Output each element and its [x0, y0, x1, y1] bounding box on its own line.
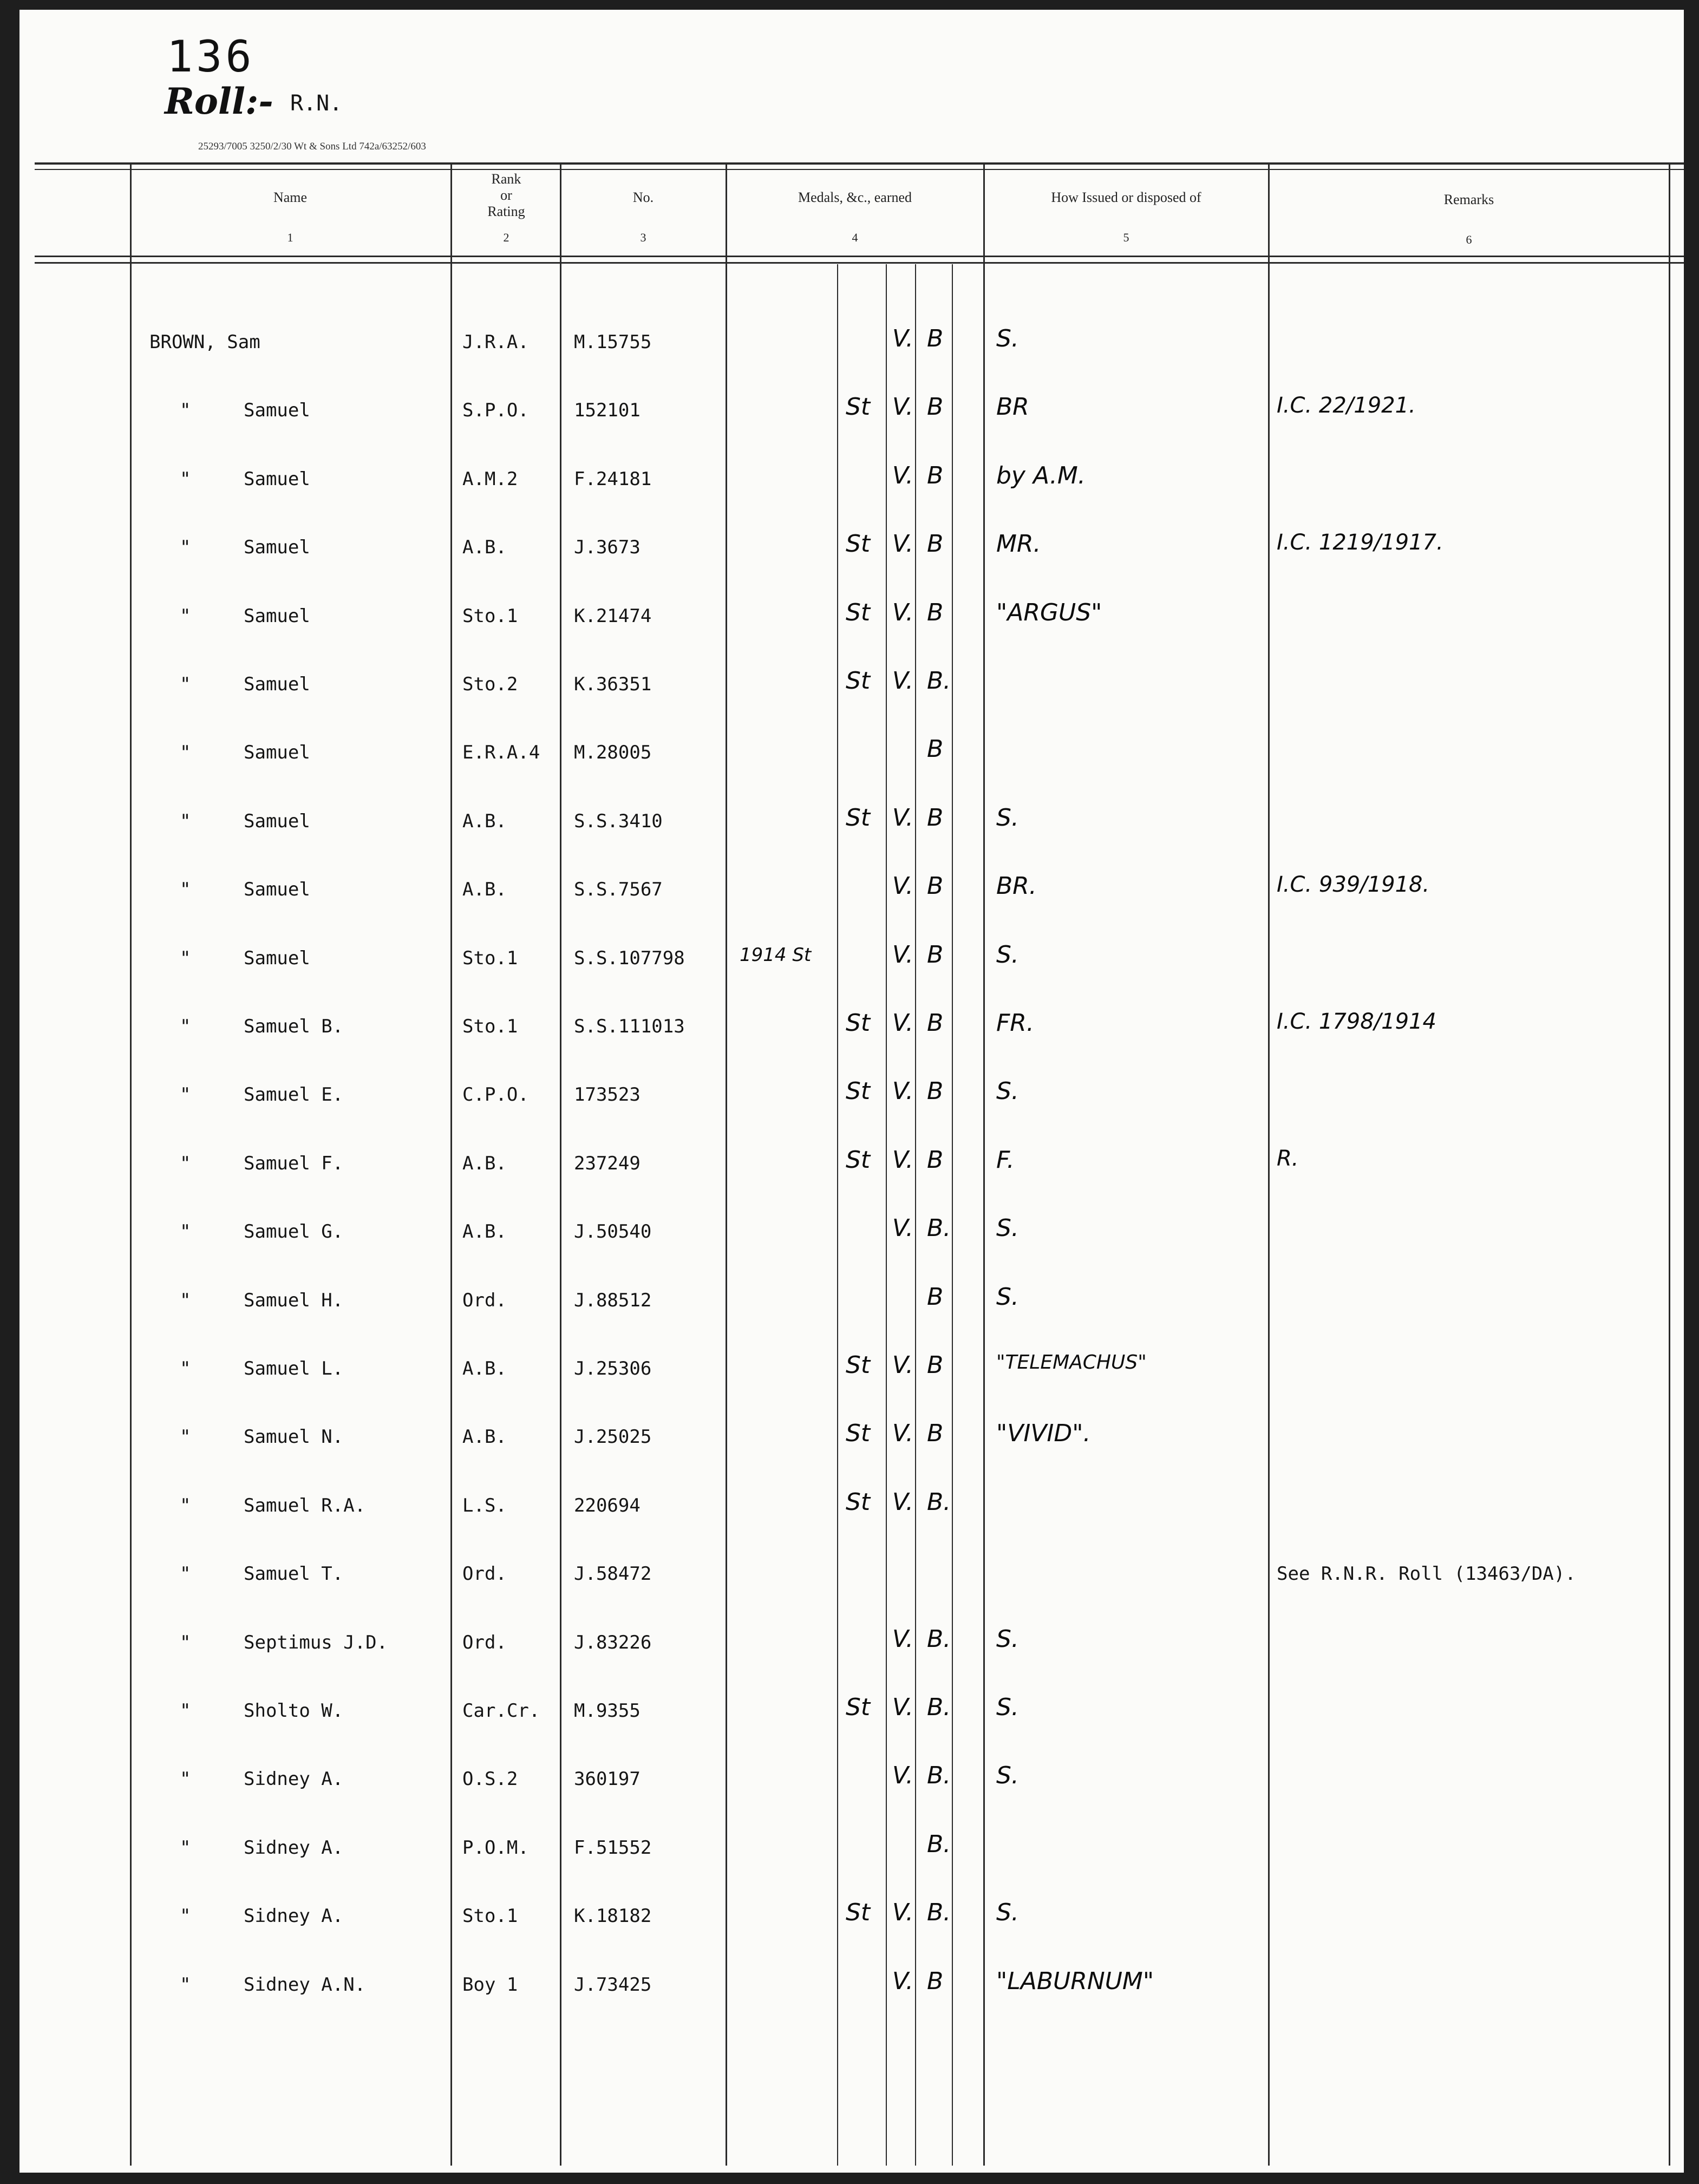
row-rank: Ord.: [462, 1289, 507, 1311]
row-rank: Sto.1: [462, 1016, 518, 1037]
row-medal-v: V.: [892, 1967, 914, 1995]
column-heading-medals: Medals, &c., earned: [798, 189, 912, 205]
row-issued: S.: [996, 1283, 1019, 1311]
row-name: Samuel: [244, 947, 310, 969]
row-number: S.S.111013: [574, 1016, 685, 1037]
row-remarks: I.C. 22/1921.: [1277, 393, 1416, 419]
row-medal-b: B.: [927, 1488, 951, 1516]
row-ditto: ": [180, 947, 191, 969]
row-medal-b: B.: [927, 1762, 951, 1790]
row-medal-b: B: [927, 1077, 944, 1106]
row-medal-v: V.: [892, 393, 914, 421]
row-issued: F.: [996, 1146, 1015, 1174]
row-issued: S.: [996, 1077, 1019, 1106]
row-medal-v: V.: [892, 940, 914, 969]
row-medal-b: B.: [927, 1214, 951, 1243]
row-number: J.58472: [574, 1563, 652, 1585]
column-number-no: 3: [640, 231, 646, 244]
row-name: Samuel E.: [244, 1084, 344, 1106]
row-name: Samuel: [244, 810, 310, 832]
row-medal-b: B: [927, 1351, 944, 1379]
row-medal-b: B: [927, 1146, 944, 1174]
column-number-name: 1: [287, 231, 293, 244]
row-rank: Car.Cr.: [462, 1700, 540, 1722]
row-rank: A.B.: [462, 1426, 507, 1448]
column-heading-name: Name: [273, 189, 308, 205]
row-remarks: See R.N.R. Roll (13463/DA).: [1277, 1563, 1576, 1585]
row-number: J.50540: [574, 1221, 652, 1243]
row-surname: BROWN, Sam: [149, 331, 260, 353]
row-name: Samuel G.: [244, 1221, 344, 1243]
row-number: M.15755: [574, 331, 652, 353]
row-rank: A.B.: [462, 537, 507, 559]
row-name: Sholto W.: [244, 1700, 344, 1722]
row-ditto: ": [180, 1563, 191, 1585]
row-number: M.9355: [574, 1700, 641, 1722]
header-top-rule-2: [35, 169, 1684, 170]
row-issued: by A.M.: [996, 461, 1086, 489]
row-number: 152101: [574, 400, 641, 422]
row-name: Samuel R.A.: [244, 1494, 366, 1516]
roll-entry-row: [19, 455, 1684, 509]
column-heading-remarks: Remarks: [1443, 192, 1494, 207]
roll-entry-row: [19, 387, 1684, 441]
row-ditto: ": [180, 673, 191, 695]
row-medal-b: B: [927, 1420, 944, 1448]
page-number: 136: [167, 31, 255, 82]
roll-entry-row: [19, 318, 1684, 372]
roll-entry-row: [19, 1345, 1684, 1399]
row-number: K.21474: [574, 605, 652, 627]
row-issued: "ARGUS": [996, 598, 1102, 626]
row-issued: "LABURNUM": [996, 1967, 1154, 1995]
row-rank: Sto.1: [462, 1905, 518, 1927]
row-issued: S.: [996, 1625, 1019, 1653]
row-medal-v: V.: [892, 1077, 914, 1106]
row-medal-st: St: [846, 1009, 871, 1037]
row-number: 220694: [574, 1494, 641, 1516]
row-medal-b: B.: [927, 1625, 951, 1653]
row-medal-st: St: [846, 393, 871, 421]
row-number: J.3673: [574, 537, 641, 559]
row-name: Samuel N.: [244, 1426, 344, 1448]
row-issued: BR.: [996, 872, 1037, 900]
row-number: S.S.107798: [574, 947, 685, 969]
row-medal-note: 1914 St: [740, 944, 812, 966]
roll-value: R.N.: [290, 91, 343, 116]
row-issued: BR: [996, 393, 1029, 421]
row-number: F.24181: [574, 468, 652, 490]
row-name: Sidney A.: [244, 1768, 344, 1790]
row-medal-b: B: [927, 1009, 944, 1037]
row-rank: Sto.1: [462, 947, 518, 969]
roll-entry-row: [19, 1619, 1684, 1673]
header-bottom-rule: [35, 256, 1684, 257]
roll-entry-row: [19, 661, 1684, 715]
row-medal-v: V.: [892, 803, 914, 832]
row-name: Samuel: [244, 400, 310, 422]
row-medal-v: V.: [892, 872, 914, 900]
roll-entry-row: [19, 1208, 1684, 1262]
row-ditto: ": [180, 1494, 191, 1516]
row-ditto: ": [180, 1836, 191, 1859]
row-name: Samuel L.: [244, 1358, 344, 1379]
row-medal-st: St: [846, 1420, 871, 1448]
roll-entry-row: [19, 524, 1684, 578]
row-ditto: ": [180, 468, 191, 490]
row-number: J.25025: [574, 1426, 652, 1448]
column-number-remarks: 6: [1466, 233, 1472, 246]
row-name: Samuel H.: [244, 1289, 344, 1311]
row-rank: P.O.M.: [462, 1836, 529, 1859]
row-medal-b: B: [927, 940, 944, 969]
row-issued: S.: [996, 1214, 1019, 1243]
row-remarks: I.C. 1798/1914: [1277, 1009, 1436, 1034]
row-ditto: ": [180, 810, 191, 832]
row-rank: C.P.O.: [462, 1084, 529, 1106]
roll-entry-row: [19, 866, 1684, 920]
roll-entry-row: [19, 1071, 1684, 1125]
row-medal-st: St: [846, 598, 871, 626]
row-rank: Boy 1: [462, 1973, 518, 1996]
row-issued: "VIVID".: [996, 1420, 1091, 1448]
row-medal-b: B: [927, 598, 944, 626]
row-medal-v: V.: [892, 1146, 914, 1174]
row-ditto: ": [180, 537, 191, 559]
roll-entry-row: [19, 1413, 1684, 1467]
row-number: S.S.3410: [574, 810, 663, 832]
row-name: Samuel: [244, 468, 310, 490]
row-number: J.88512: [574, 1289, 652, 1311]
row-issued: S.: [996, 1693, 1019, 1721]
roll-entry-row: [19, 1755, 1684, 1809]
row-issued: FR.: [996, 1009, 1034, 1037]
header-top-rule: [35, 162, 1684, 165]
row-ditto: ": [180, 1768, 191, 1790]
row-medal-v: V.: [892, 461, 914, 489]
row-name: Sidney A.N.: [244, 1973, 366, 1996]
column-number-rank: 2: [503, 231, 509, 244]
roll-entry-row: [19, 934, 1684, 989]
row-number: S.S.7567: [574, 879, 663, 901]
row-medal-v: V.: [892, 1488, 914, 1516]
row-issued: S.: [996, 325, 1019, 352]
row-ditto: ": [180, 1905, 191, 1927]
row-medal-v: V.: [892, 1009, 914, 1037]
row-number: K.18182: [574, 1905, 652, 1927]
row-ditto: ": [180, 1221, 191, 1243]
row-ditto: ": [180, 1426, 191, 1448]
row-medal-st: St: [846, 1488, 871, 1516]
row-name: Sidney A.: [244, 1836, 344, 1859]
row-medal-v: V.: [892, 1214, 914, 1243]
row-number: J.83226: [574, 1631, 652, 1653]
roll-entry-row: [19, 1140, 1684, 1194]
row-number: J.25306: [574, 1358, 652, 1379]
row-medal-st: St: [846, 1077, 871, 1106]
row-medal-b: B.: [927, 1899, 951, 1927]
row-medal-st: St: [846, 667, 871, 695]
row-ditto: ": [180, 605, 191, 627]
row-medal-v: V.: [892, 1625, 914, 1653]
roll-entry-row: [19, 1003, 1684, 1057]
roll-entry-row: [19, 1277, 1684, 1331]
row-number: 173523: [574, 1084, 641, 1106]
row-ditto: ": [180, 1084, 191, 1106]
row-medal-b: B.: [927, 667, 951, 695]
roll-entry-row: [19, 592, 1684, 646]
row-name: Samuel: [244, 605, 310, 627]
row-medal-b: B: [927, 872, 944, 900]
row-ditto: ": [180, 1358, 191, 1379]
row-rank: Sto.2: [462, 673, 518, 695]
row-ditto: ": [180, 1700, 191, 1722]
row-medal-v: V.: [892, 325, 914, 352]
column-heading-no: No.: [632, 189, 654, 205]
row-rank: A.B.: [462, 1221, 507, 1243]
column-number-issued: 5: [1123, 231, 1129, 244]
print-reference: 25293/7005 3250/2/30 Wt & Sons Ltd 742a/63252/603: [198, 141, 426, 152]
row-rank: Ord.: [462, 1631, 507, 1653]
row-ditto: ": [180, 1973, 191, 1996]
roll-entry-row: [19, 1687, 1684, 1741]
row-medal-v: V.: [892, 1693, 914, 1721]
row-medal-b: B: [927, 1967, 944, 1995]
row-medal-st: St: [846, 530, 871, 558]
row-issued: S.: [996, 940, 1019, 969]
row-medal-st: St: [846, 1146, 871, 1174]
row-medal-b: B: [927, 461, 944, 489]
roll-entry-row: [19, 1892, 1684, 1946]
row-medal-b: B.: [927, 1830, 951, 1858]
row-name: Samuel: [244, 673, 310, 695]
row-medal-st: St: [846, 1693, 871, 1721]
row-rank: L.S.: [462, 1494, 507, 1516]
row-name: Samuel: [244, 879, 310, 901]
row-issued: S.: [996, 803, 1019, 832]
row-medal-b: B: [927, 803, 944, 832]
row-ditto: ": [180, 1152, 191, 1174]
row-issued: "TELEMACHUS": [996, 1351, 1147, 1374]
row-rank: A.B.: [462, 810, 507, 832]
row-medal-v: V.: [892, 667, 914, 695]
row-ditto: ": [180, 1631, 191, 1653]
row-rank: S.P.O.: [462, 400, 529, 422]
roll-entry-row: [19, 1482, 1684, 1536]
roll-entry-row: [19, 1961, 1684, 2015]
row-medal-b: B: [927, 393, 944, 421]
row-name: Samuel F.: [244, 1152, 344, 1174]
roll-entry-row: [19, 1824, 1684, 1878]
row-medal-v: V.: [892, 1762, 914, 1790]
row-issued: MR.: [996, 530, 1041, 558]
row-remarks: R.: [1277, 1146, 1299, 1171]
row-rank: O.S.2: [462, 1768, 518, 1790]
header-bottom-rule-2: [35, 262, 1684, 264]
row-ditto: ": [180, 879, 191, 901]
row-medal-st: St: [846, 1899, 871, 1927]
row-number: 237249: [574, 1152, 641, 1174]
row-medal-v: V.: [892, 1351, 914, 1379]
row-issued: S.: [996, 1762, 1019, 1790]
roll-entry-row: [19, 797, 1684, 852]
row-medal-b: B: [927, 325, 944, 352]
column-heading-issued: How Issued or disposed of: [1051, 189, 1201, 205]
row-ditto: ": [180, 400, 191, 422]
row-remarks: I.C. 1219/1917.: [1277, 530, 1443, 555]
row-rank: E.R.A.4: [462, 742, 540, 764]
row-rank: J.R.A.: [462, 331, 529, 353]
row-name: Samuel B.: [244, 1016, 344, 1037]
column-heading-rank: Rank or Rating: [487, 171, 525, 219]
row-medal-v: V.: [892, 530, 914, 558]
row-medal-v: V.: [892, 1899, 914, 1927]
row-ditto: ": [180, 742, 191, 764]
row-rank: A.M.2: [462, 468, 518, 490]
row-remarks: I.C. 939/1918.: [1277, 872, 1430, 898]
row-medal-b: B: [927, 735, 944, 763]
row-rank: Ord.: [462, 1563, 507, 1585]
row-number: M.28005: [574, 742, 652, 764]
column-number-medals: 4: [852, 231, 858, 244]
row-medal-st: St: [846, 1351, 871, 1379]
row-number: J.73425: [574, 1973, 652, 1996]
row-medal-b: B: [927, 1283, 944, 1311]
row-rank: Sto.1: [462, 605, 518, 627]
row-rank: A.B.: [462, 1358, 507, 1379]
row-ditto: ": [180, 1016, 191, 1037]
row-number: K.36351: [574, 673, 652, 695]
row-ditto: ": [180, 1289, 191, 1311]
row-rank: A.B.: [462, 879, 507, 901]
row-name: Sidney A.: [244, 1905, 344, 1927]
document-page: [19, 10, 1684, 2173]
row-name: Samuel T.: [244, 1563, 344, 1585]
row-number: 360197: [574, 1768, 641, 1790]
roll-label: Roll:-: [165, 80, 273, 122]
row-medal-b: B: [927, 530, 944, 558]
row-medal-v: V.: [892, 1420, 914, 1448]
row-name: Septimus J.D.: [244, 1631, 388, 1653]
row-issued: S.: [996, 1899, 1019, 1927]
row-rank: A.B.: [462, 1152, 507, 1174]
row-name: Samuel: [244, 537, 310, 559]
roll-entry-row: [19, 729, 1684, 783]
row-medal-st: St: [846, 803, 871, 832]
row-name: Samuel: [244, 742, 310, 764]
row-medal-b: B.: [927, 1693, 951, 1721]
row-medal-v: V.: [892, 598, 914, 626]
row-number: F.51552: [574, 1836, 652, 1859]
roll-entry-row: [19, 1550, 1684, 1604]
